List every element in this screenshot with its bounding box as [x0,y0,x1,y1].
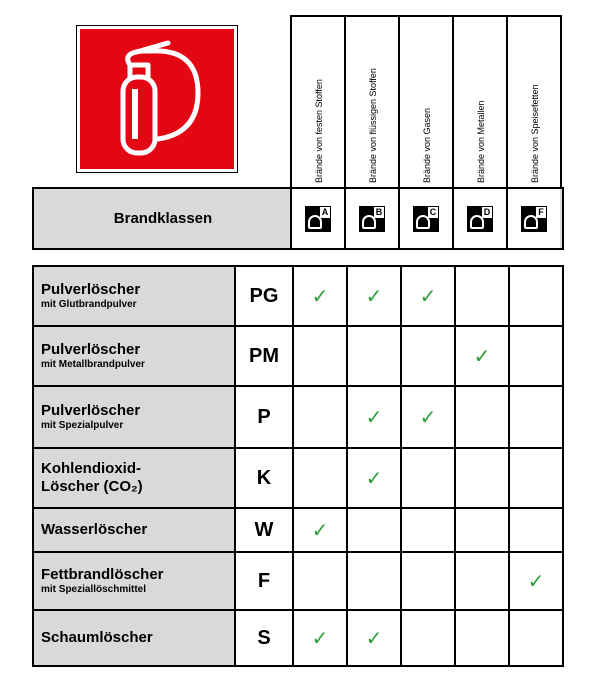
suitability-cell-b [346,611,400,665]
extinguisher-code: W [234,509,292,551]
extinguisher-name-cell [34,267,234,325]
suitability-cell-c [400,611,454,665]
suitability-cell-b [346,509,400,551]
suitability-cell-b [346,387,400,447]
extinguisher-name-line2: Löscher (CO₂) [41,478,143,495]
column-header-f [506,15,562,189]
fire-class-cell-f [506,189,560,248]
suitability-cell-d [454,327,508,385]
extinguisher-name-cell [34,509,234,551]
table-row [34,609,562,665]
extinguisher-name: Pulverlöscher [41,281,141,298]
suitability-cell-f [508,553,562,609]
fire-class-d-icon [467,206,493,232]
suitability-cell-f [508,387,562,447]
column-header-a [290,15,344,189]
suitability-cell-c [400,267,454,325]
column-header-label: Brände von Metallen [476,100,486,183]
fire-class-letter: C [429,206,437,217]
suitability-cell-d [454,611,508,665]
fire-class-cell-a [290,189,344,248]
suitability-cell-f [508,267,562,325]
suitability-cell-f [508,509,562,551]
fire-class-cell-d [452,189,506,248]
fire-class-letter: D [483,206,491,217]
brandklassen-label: Brandklassen [113,210,213,227]
suitability-cell-d [454,553,508,609]
table-row [34,447,562,507]
extinguisher-code: S [234,611,292,665]
extinguisher-name-cell [34,553,234,609]
check-icon: ✓ [311,285,329,308]
suitability-cell-a [292,611,346,665]
table-row [34,385,562,447]
suitability-cell-d [454,387,508,447]
extinguisher-name-cell [34,611,234,665]
suitability-cell-a [292,509,346,551]
check-icon: ✓ [419,406,437,429]
suitability-cell-b [346,449,400,507]
fire-class-a-icon [305,206,331,232]
column-header-label: Brände von Speisefetten [530,84,540,183]
extinguisher-code: K [234,449,292,507]
column-header-label: Brände von Gasen [422,107,432,183]
suitability-cell-a [292,267,346,325]
column-header-c [398,15,452,189]
fire-class-b-icon [359,206,385,232]
column-header-b [344,15,398,189]
check-icon: ✓ [527,570,545,593]
suitability-cell-a [292,449,346,507]
suitability-cell-a [292,553,346,609]
brandklassen-row [32,187,564,250]
table-row [34,507,562,551]
extinguisher-name: Pulverlöscher [41,402,141,419]
check-icon: ✓ [473,345,491,368]
extinguisher-name-cell [34,327,234,385]
suitability-cell-f [508,449,562,507]
extinguisher-subtitle: mit Metallbrandpulver [41,359,145,370]
check-icon: ✓ [311,519,329,542]
extinguisher-code: P [234,387,292,447]
column-header-d [452,15,506,189]
check-icon: ✓ [365,467,383,490]
extinguisher-subtitle: mit Speziallöschmittel [41,584,147,595]
table-row [34,551,562,609]
fire-class-letter: B [375,206,383,217]
fire-extinguisher-sign [80,29,234,169]
check-icon: ✓ [419,285,437,308]
fire-class-cell-c [398,189,452,248]
fire-class-cell-b [344,189,398,248]
suitability-cell-c [400,327,454,385]
suitability-cell-d [454,509,508,551]
suitability-cell-c [400,387,454,447]
extinguisher-name: Fettbrandlöscher [41,566,164,583]
suitability-cell-b [346,267,400,325]
table-row [34,267,562,325]
extinguisher-name: Kohlendioxid- [41,460,141,477]
column-header-label: Brände von festen Stoffen [314,79,324,183]
fire-extinguisher-icon [80,29,234,169]
extinguisher-code: PM [234,327,292,385]
suitability-cell-a [292,327,346,385]
extinguisher-code: F [234,553,292,609]
suitability-cell-c [400,509,454,551]
suitability-cell-c [400,449,454,507]
suitability-cell-b [346,327,400,385]
extinguisher-subtitle: mit Spezialpulver [41,420,124,431]
extinguisher-code: PG [234,267,292,325]
extinguisher-name: Pulverlöscher [41,341,141,358]
suitability-cell-d [454,267,508,325]
suitability-cell-f [508,327,562,385]
suitability-cell-d [454,449,508,507]
fire-class-letter: A [321,206,329,217]
suitability-cell-a [292,387,346,447]
column-header-label: Brände von flüssigen Stoffen [368,68,378,183]
check-icon: ✓ [365,285,383,308]
extinguisher-name: Wasserlöscher [41,521,148,538]
check-icon: ✓ [311,627,329,650]
check-icon: ✓ [365,627,383,650]
check-icon: ✓ [365,406,383,429]
suitability-cell-f [508,611,562,665]
extinguisher-subtitle: mit Glutbrandpulver [41,299,137,310]
table-row [34,325,562,385]
suitability-cell-b [346,553,400,609]
extinguisher-table [32,265,564,667]
fire-class-c-icon [413,206,439,232]
suitability-cell-c [400,553,454,609]
extinguisher-name-cell [34,449,234,507]
extinguisher-name-cell [34,387,234,447]
fire-class-f-icon [521,206,547,232]
fire-class-letter: F [536,207,546,218]
extinguisher-name: Schaumlöscher [41,629,153,646]
